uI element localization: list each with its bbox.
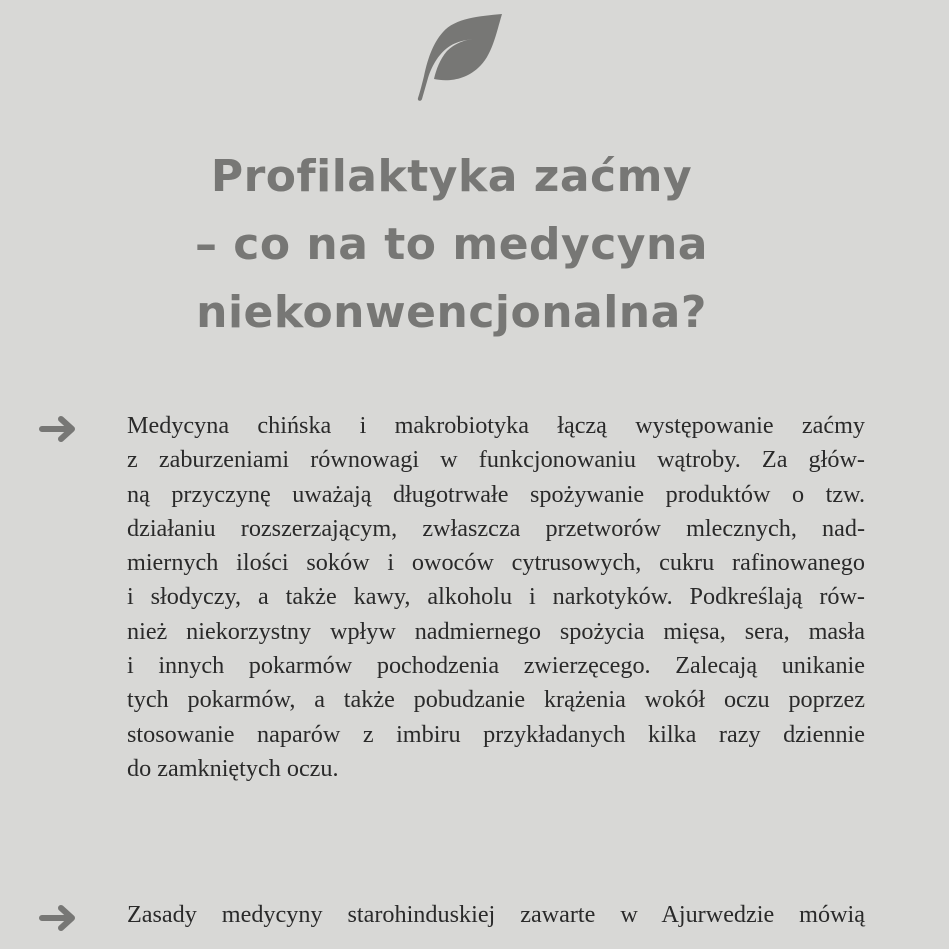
paragraph-ayurveda: [127, 898, 865, 932]
text-line: nież niekorzystny wpływ nadmiernego spożycia mięsa, sera, masła: [127, 617, 865, 645]
arrow-right-icon: [38, 904, 78, 932]
leaf-icon: [410, 10, 506, 102]
text-line: z zaburzeniami równowagi w funkcjonowaniu wątroby. Za głów-: [127, 446, 865, 474]
text-line: działaniu rozszerzającym, zwłaszcza przetworów mlecznych, nad-: [127, 514, 865, 542]
text-line: i słodyczy, a także kawy, alkoholu i narkotyków. Podkreślają rów-: [127, 583, 865, 611]
text-line: miernych ilości soków i owoców cytrusowych, cukru rafinowanego: [127, 549, 865, 577]
text-line: ną przyczynę uważają długotrwałe spożywanie produktów o tzw.: [127, 480, 865, 508]
title-line: – co na to medycyna: [194, 219, 708, 270]
text-line: stosowanie naparów z imbiru przykładanych kilka razy dziennie: [127, 720, 865, 748]
text-line: Medycyna chińska i makrobiotyka łączą występowanie zaćmy: [127, 412, 865, 439]
paragraph-chinese-medicine: [127, 409, 865, 786]
title-line: Profilaktyka zaćmy: [210, 151, 693, 202]
arrow-right-icon: [38, 415, 78, 443]
page-title: [0, 143, 903, 347]
text-line: Zasady medycyny starohinduskiej zawarte w Ajurwedzie mówią: [127, 901, 865, 928]
text-line: i innych pokarmów pochodzenia zwierzęcego. Zalecają unikanie: [127, 652, 865, 680]
title-line: niekonwencjonalna?: [196, 287, 707, 338]
text-line: do zamkniętych oczu.: [127, 754, 339, 782]
text-line: tych pokarmów, a także pobudzanie krążenia wokół oczu poprzez: [127, 686, 865, 714]
